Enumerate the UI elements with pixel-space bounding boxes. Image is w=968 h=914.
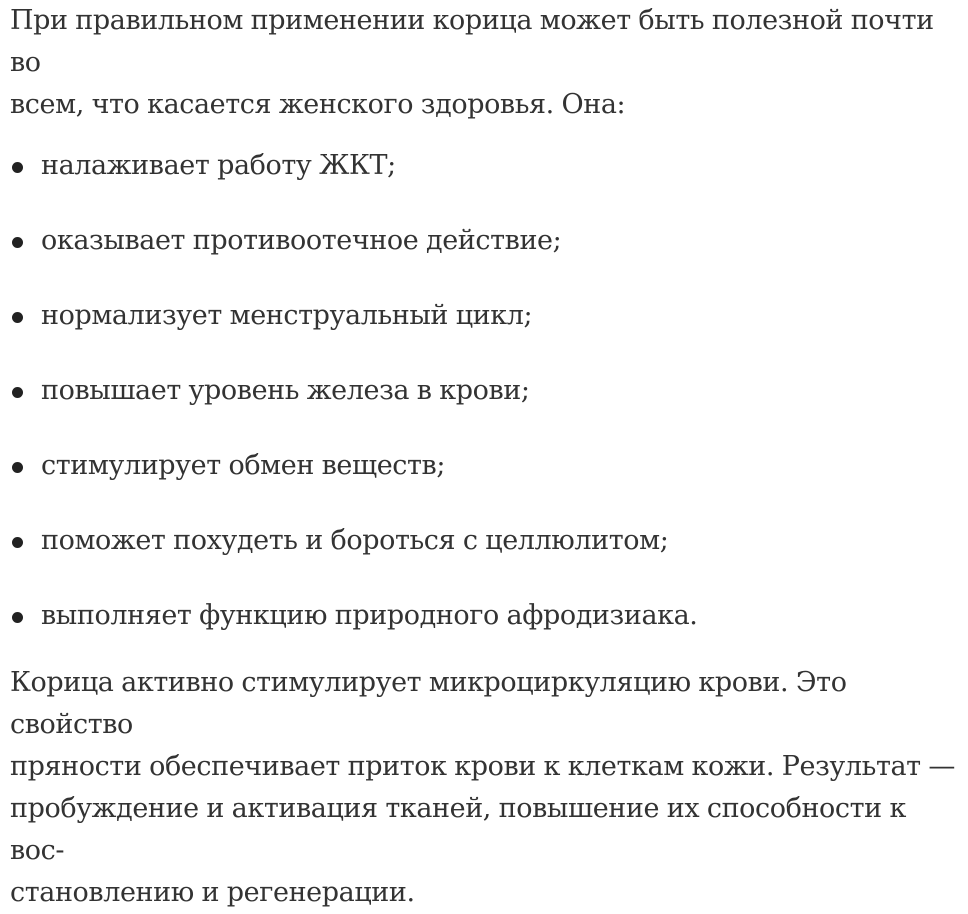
outro-paragraph bbox=[10, 662, 955, 914]
outro-line-4: становлению и регенерации. bbox=[10, 877, 415, 908]
list-item bbox=[10, 520, 955, 595]
list-item-text: выполняет функцию природного афродизиака. bbox=[41, 600, 698, 631]
bullet-icon bbox=[12, 162, 23, 173]
intro-paragraph bbox=[10, 0, 955, 126]
list-item-text: стимулирует обмен веществ; bbox=[41, 450, 446, 481]
bullet-icon bbox=[12, 462, 23, 473]
article-body bbox=[10, 0, 955, 914]
list-item-text: налаживает работу ЖКТ; bbox=[41, 150, 396, 181]
list-item-text: поможет похудеть и бороться с целлюлитом; bbox=[41, 525, 669, 556]
bullet-icon bbox=[12, 312, 23, 323]
outro-line-2: пряности обеспечивает приток крови к клеткам кожи. Результат — bbox=[10, 751, 955, 782]
bullet-icon bbox=[12, 537, 23, 548]
list-item bbox=[10, 595, 955, 670]
list-item-text: оказывает противоотечное действие; bbox=[41, 225, 562, 256]
intro-line-2: всем, что касается женского здоровья. Она: bbox=[10, 89, 626, 120]
list-item-text: нормализует менструальный цикл; bbox=[41, 300, 533, 331]
intro-line-1: При правильном применении корица может быть полезной почти во bbox=[10, 5, 934, 78]
list-item bbox=[10, 295, 955, 370]
benefits-list bbox=[10, 145, 955, 670]
outro-line-3: пробуждение и активация тканей, повышение их способности к вос- bbox=[10, 793, 906, 866]
outro-line-1: Корица активно стимулирует микроциркуляцию крови. Это свойство bbox=[10, 667, 847, 740]
bullet-icon bbox=[12, 387, 23, 398]
list-item bbox=[10, 370, 955, 445]
list-item bbox=[10, 445, 955, 520]
list-item bbox=[10, 220, 955, 295]
bullet-icon bbox=[12, 237, 23, 248]
bullet-icon bbox=[12, 612, 23, 623]
list-item bbox=[10, 145, 955, 220]
list-item-text: повышает уровень железа в крови; bbox=[41, 375, 530, 406]
